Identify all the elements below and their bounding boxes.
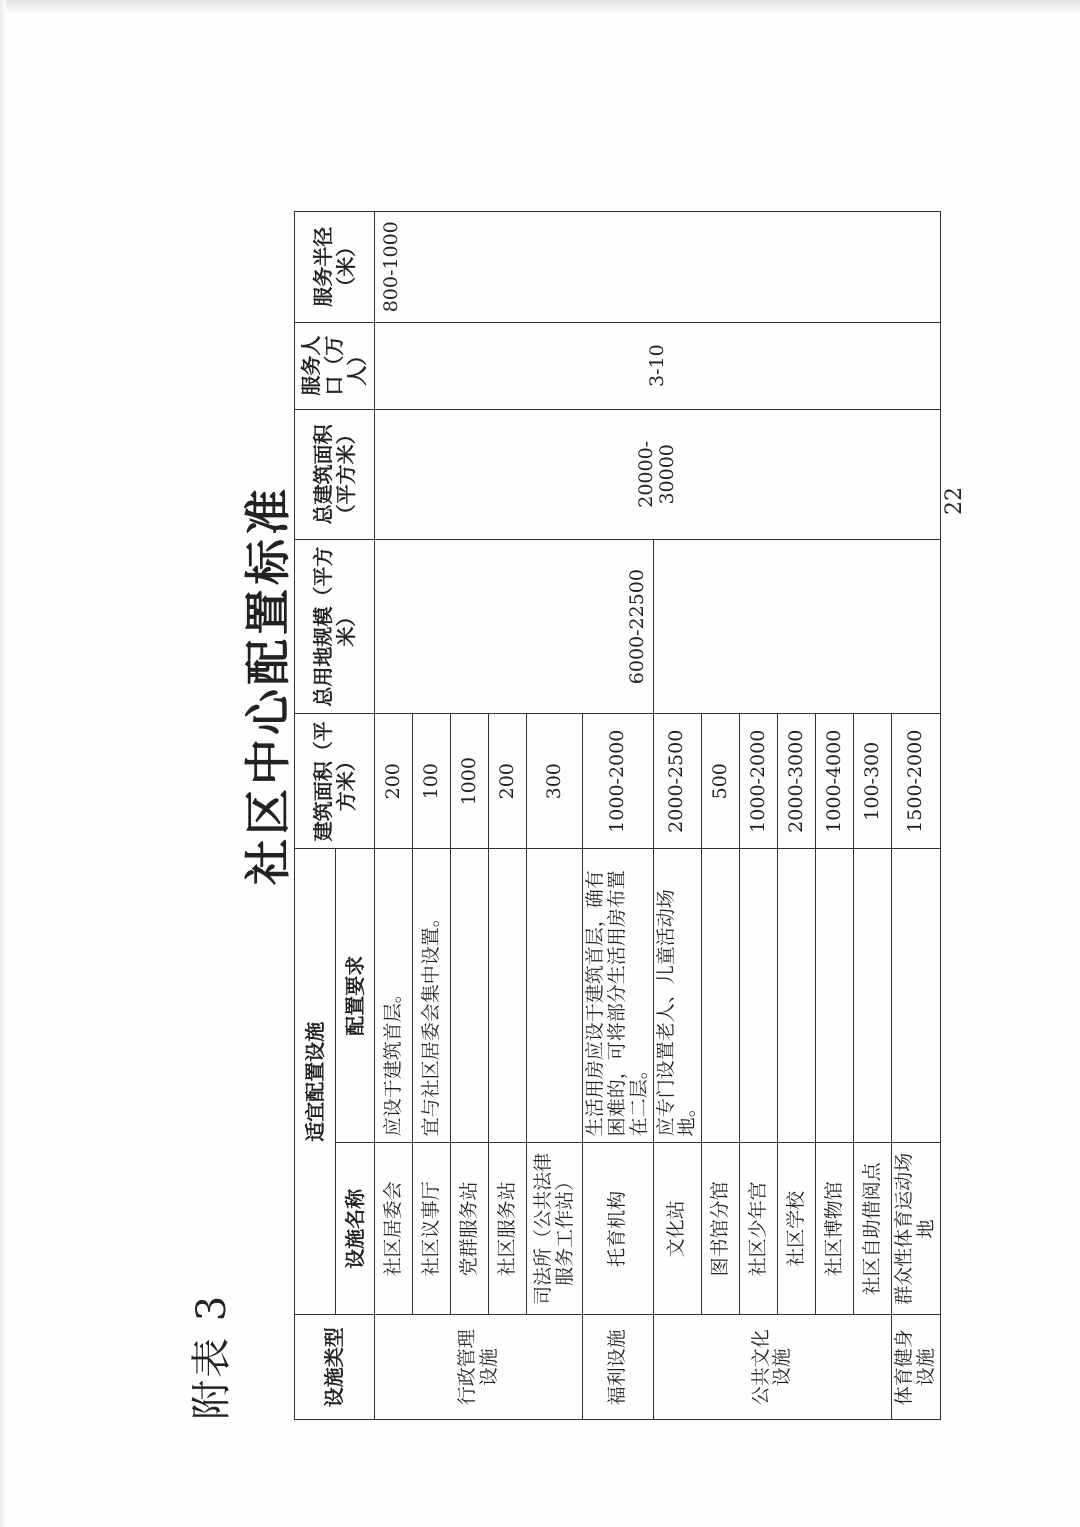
facility-name-cell: 社区服务站 [489, 1143, 527, 1315]
table-row [375, 212, 413, 1420]
building-area-cell: 1000-2000 [583, 714, 654, 849]
header-service-radius: 服务半径（米） [295, 212, 375, 323]
header-total-building: 总建筑面积（平方米） [295, 409, 375, 539]
facility-type-cell: 福利设施 [583, 1315, 654, 1420]
building-area-cell: 500 [702, 714, 740, 849]
requirement-cell: 生活用房应设于建筑首层，确有困难的，可将部分生活用房布置在二层。 [583, 849, 654, 1143]
facility-name-cell: 党群服务站 [451, 1143, 489, 1315]
requirement-cell [778, 849, 816, 1143]
facility-name-cell: 社区学校 [778, 1143, 816, 1315]
requirement-cell: 宜与社区居委会集中设置。 [413, 849, 451, 1143]
building-area-cell: 2000-3000 [778, 714, 816, 849]
requirement-cell [892, 849, 941, 1143]
building-area-cell: 1000-2000 [740, 714, 778, 849]
facility-name-cell: 托育机构 [583, 1143, 654, 1315]
requirement-cell [740, 849, 778, 1143]
building-area-cell: 2000-2500 [653, 714, 702, 849]
header-requirement: 配置要求 [336, 849, 375, 1143]
facility-name-cell: 文化站 [653, 1143, 702, 1315]
building-area-cell: 200 [489, 714, 527, 849]
total-building-cell: 20000-30000 [375, 409, 941, 539]
building-area-cell: 1000 [451, 714, 489, 849]
service-radius-cell: 800-1000 [375, 212, 941, 323]
facility-name-cell: 社区议事厅 [413, 1143, 451, 1315]
building-area-cell: 1000-4000 [816, 714, 854, 849]
facility-name-cell: 社区自助借阅点 [854, 1143, 892, 1315]
blank-land-cell [653, 539, 940, 713]
document-title: 社区中心配置标准 [241, 485, 295, 885]
building-area-cell: 300 [527, 714, 583, 849]
header-service-population: 服务人口（万人） [295, 322, 375, 409]
facility-name-cell: 社区居委会 [375, 1143, 413, 1315]
requirement-cell: 应专门设置老人、儿童活动场地。 [653, 849, 702, 1143]
attachment-label: 附表 3 [189, 1293, 235, 1420]
requirement-cell [451, 849, 489, 1143]
facility-type-cell: 体育健身设施 [892, 1315, 941, 1420]
facility-name-cell: 图书馆分馆 [702, 1143, 740, 1315]
header-suitable-facilities: 适宜配置设施 [295, 849, 336, 1315]
facility-type-cell: 行政管理设施 [375, 1315, 583, 1420]
requirement-cell [702, 849, 740, 1143]
total-land-cell: 6000-22500 [375, 539, 654, 713]
header-total-land: 总用地规模（平方米） [295, 539, 375, 713]
page-number: 22 [942, 487, 967, 515]
building-area-cell: 100-300 [854, 714, 892, 849]
facility-name-cell: 社区博物馆 [816, 1143, 854, 1315]
requirement-cell: 应设于建筑首层。 [375, 849, 413, 1143]
requirement-cell [816, 849, 854, 1143]
header-building-area: 建筑面积（平方米） [295, 714, 375, 849]
building-area-cell: 100 [413, 714, 451, 849]
scan-edge [0, 0, 1080, 14]
facility-name-cell: 社区少年宫 [740, 1143, 778, 1315]
facility-name-cell: 群众性体育运动场地 [892, 1143, 941, 1315]
config-standard-table [294, 211, 941, 1420]
requirement-cell [489, 849, 527, 1143]
header-facility-type: 设施类型 [295, 1315, 375, 1420]
facility-type-cell: 公共文化设施 [653, 1315, 892, 1420]
scan-edge-left [0, 0, 6, 1527]
facility-name-cell: 司法所（公共法律服务工作站） [527, 1143, 583, 1315]
requirement-cell [527, 849, 583, 1143]
document-sheet [180, 180, 967, 1420]
requirement-cell [854, 849, 892, 1143]
header-facility-name: 设施名称 [336, 1143, 375, 1315]
service-population-cell: 3-10 [375, 322, 941, 409]
building-area-cell: 200 [375, 714, 413, 849]
building-area-cell: 1500-2000 [892, 714, 941, 849]
